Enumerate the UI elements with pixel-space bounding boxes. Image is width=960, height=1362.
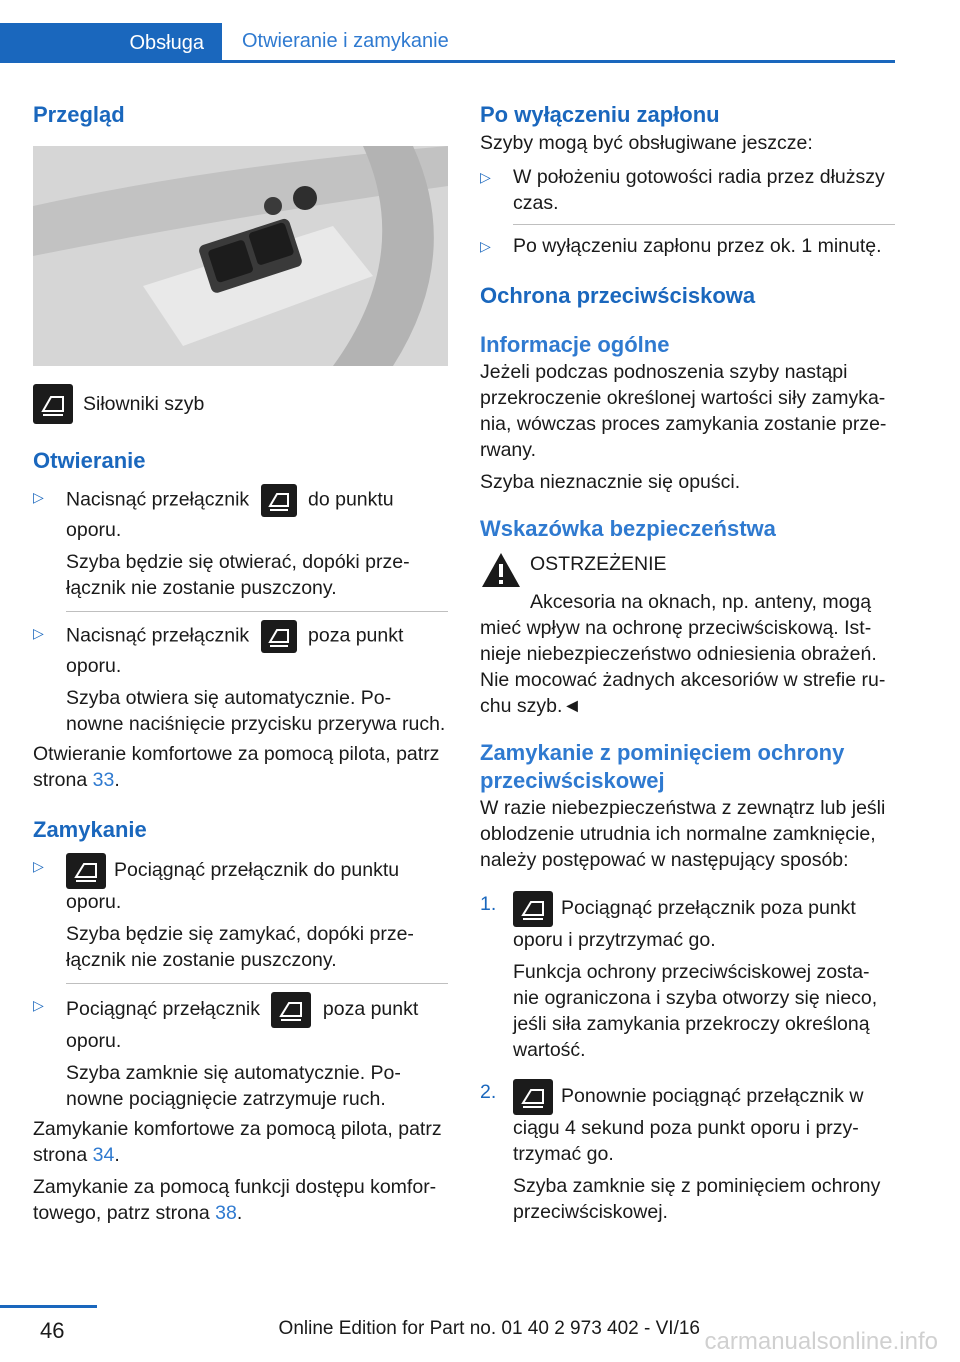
item-text: poza punkt oporu. <box>66 998 419 1052</box>
item-text: Pociągnąć przełącznik <box>66 998 261 1021</box>
close-comfort-text: Zamykanie komfortowe za pomocą pilota, patrz strona 34. <box>33 1118 442 1166</box>
bullet-triangle-icon: ▷ <box>33 997 44 1013</box>
bullet-triangle-icon: ▷ <box>480 169 491 185</box>
item-text: W położeniu gotowości radia przez dłuższy czas. <box>513 166 885 214</box>
pinch-heading: Ochrona przeciwściskowa <box>480 283 756 308</box>
list-item <box>33 620 448 737</box>
window-switch-icon <box>271 992 311 1028</box>
open-comfort-text: Otwieranie komfortowe za pomocą pilota, patrz strona 33. <box>33 743 440 791</box>
bullet-triangle-icon: ▷ <box>33 489 44 505</box>
bullet-triangle-icon: ▷ <box>33 858 44 874</box>
item-text: poza punkt oporu. <box>66 624 404 677</box>
window-switch-icon <box>33 384 73 424</box>
edition-text: Online Edition for Part no. 01 40 2 973 402 - VI/16 <box>278 1318 700 1339</box>
window-switch-icon <box>261 620 297 653</box>
bullet-triangle-icon: ▷ <box>33 625 44 641</box>
left-column <box>33 100 448 1226</box>
page-number: 46 <box>40 1318 65 1343</box>
tab-otwieranie[interactable]: Otwieranie i zamykanie <box>222 23 895 63</box>
item-text: Nacisnąć przełącznik <box>66 624 250 647</box>
step-desc: Szyba zamknie się z pominięciem ochrony przeciwściskowej. <box>513 1175 881 1223</box>
bypass-heading: Zamykanie z pominięciem ochrony przeciwściskowej <box>480 740 845 793</box>
step-number: 2. <box>480 1081 497 1103</box>
step-text: Ponownie pociągnąć przełącznik w ciągu 4 sekund poza punkt oporu i przy-trzymać go. <box>513 1085 864 1165</box>
window-switch-icon <box>513 1079 553 1115</box>
photo-caption <box>33 382 448 426</box>
item-text: do punktu oporu. <box>66 488 394 541</box>
tab-obsluga[interactable]: Obsługa <box>0 23 222 63</box>
page-link[interactable]: 33 <box>92 769 115 791</box>
item-desc: Szyba będzie się zamykać, dopóki prze-łącznik nie zostanie puszczony. <box>66 923 414 971</box>
step-desc: Funkcja ochrony przeciwściskowej zosta-nie ograniczona i szyba otworzy się nieco, jeśli siła zamykania przekroczy określoną wartość. <box>513 961 878 1061</box>
item-text: Pociągnąć przełącznik do punktu oporu. <box>66 859 400 913</box>
list-item <box>480 233 895 259</box>
item-desc: Szyba będzie się otwierać, dopóki prze-łącznik nie zostanie puszczony. <box>66 551 410 599</box>
watermark: carmanualsonline.info <box>704 1328 938 1355</box>
window-switches-photo <box>33 146 448 366</box>
overview-heading: Przegląd <box>33 102 125 127</box>
header-bar <box>0 23 895 63</box>
list-item <box>33 992 448 1112</box>
bullet-triangle-icon: ▷ <box>480 238 491 254</box>
close-access-text: Zamykanie za pomocą funkcji dostępu komfor-towego, patrz strona 38. <box>33 1176 437 1224</box>
warning-triangle-icon <box>480 551 522 589</box>
warning-label: OSTRZEŻENIE <box>530 553 667 575</box>
step-number: 1. <box>480 893 497 915</box>
close-heading: Zamykanie <box>33 817 147 842</box>
list-item <box>33 853 448 973</box>
general-heading: Informacje ogólne <box>480 332 670 357</box>
item-desc: Szyba zamknie się automatycznie. Po-nowne pociągnięcie zatrzymuje ruch. <box>66 1062 401 1110</box>
window-switch-icon <box>66 853 106 889</box>
ignition-heading: Po wyłączeniu zapłonu <box>480 102 720 127</box>
list-item <box>480 164 895 216</box>
warning-text: Akcesoria na oknach, np. anteny, mogą mieć wpływ na ochronę przeciwściskową. Ist-nieje niebezpieczeństwo odniesienia obrażeń. Nie mocować żadnych akcesoriów w strefie ru-chu szyb.◄ <box>480 591 886 717</box>
window-switch-icon <box>513 891 553 927</box>
right-column <box>480 100 895 1225</box>
caption-text: Siłowniki szyb <box>83 393 205 415</box>
window-switch-icon <box>261 484 297 517</box>
item-text: Nacisnąć przełącznik <box>66 488 250 511</box>
page-link[interactable]: 34 <box>92 1144 115 1166</box>
list-item <box>480 891 895 1063</box>
general-text-2: Szyba nieznacznie się opuści. <box>480 471 741 493</box>
page-link[interactable]: 38 <box>215 1202 237 1224</box>
open-heading: Otwieranie <box>33 448 146 473</box>
list-item <box>480 1079 895 1225</box>
safety-heading: Wskazówka bezpieczeństwa <box>480 516 776 541</box>
general-text: Jeżeli podczas podnoszenia szyby nastąpi przekroczenie określonej wartości siły zamyka-nia, wówczas proces zamykania zostanie prze-rwany. <box>480 361 887 461</box>
footer-rule <box>0 1305 97 1308</box>
list-item <box>33 484 448 601</box>
step-text: Pociągnąć przełącznik poza punkt oporu i przytrzymać go. <box>513 897 856 951</box>
item-desc: Szyba otwiera się automatycznie. Po-nowne naciśnięcie przycisku przerywa ruch. <box>66 687 446 735</box>
ignition-intro: Szyby mogą być obsługiwane jeszcze: <box>480 132 813 154</box>
item-text: Po wyłączeniu zapłonu przez ok. 1 minutę. <box>513 235 882 257</box>
warning-block <box>480 551 895 589</box>
bypass-intro: W razie niebezpieczeństwa z zewnątrz lub jeśli oblodzenie utrudnia ich normalne zamknięcie, należy postępować w następujący sposób: <box>480 797 886 871</box>
